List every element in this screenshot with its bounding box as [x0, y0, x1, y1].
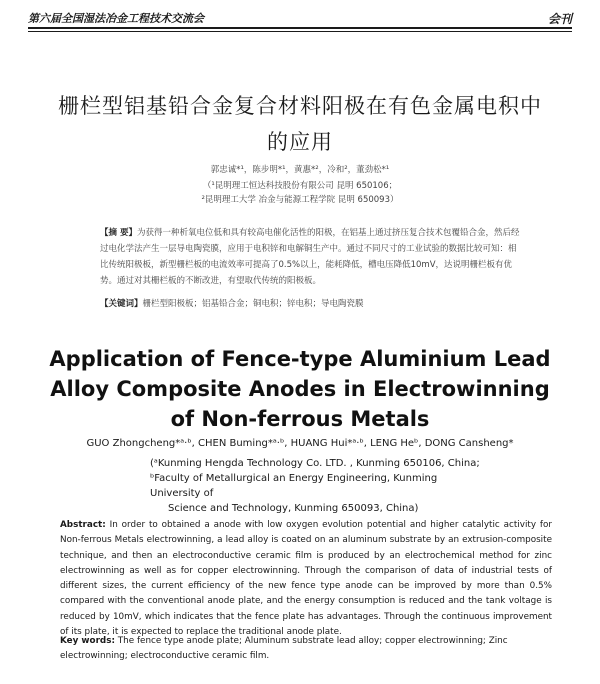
header-rule-thin	[28, 31, 572, 32]
cn-keywords-text: 栅栏型阳极板；铝基铅合金；铜电积；锌电积；导电陶瓷膜	[142, 299, 364, 309]
en-keywords-text: The fence type anode plate; Aluminum substrate lead alloy; copper electrowinning; Zinc electrowinning; electroconductive ceramic film.	[60, 636, 508, 662]
en-keywords	[60, 634, 552, 665]
en-title-line-3: of Non-ferrous Metals	[170, 407, 430, 431]
en-affiliation-line-1: (ᵃKunming Hengda Technology Co. LTD. , Kunming 650106, China;	[150, 458, 480, 469]
cn-affiliation-1: （¹昆明理工恒达科技股份有限公司 昆明 650106；	[202, 181, 398, 191]
en-title-line-1: Application of Fence-type Aluminium Lead	[49, 347, 551, 371]
en-abstract-text: In order to obtained a anode with low oxygen evolution potential and higher catalytic activity for Non-ferrous Metals electrowinning, a lead alloy is coated on an aluminum substrate by an extrusion-composite technique, and then an electroconductive ceramic film is produced by an electrochemical method for zinc electrowinning as well as for copper electrowinning. Through the comparison of data of industrial tests of different sizes, the current efficiency of the new fence type anode can be improved by more than 0.5% compared with the conventional anode plate, and the energy consumption is reduced and the tank voltage is reduced by 10mV, which indicates that the fence plate has advantages. Through the continuous improvement of its plate, it is expected to replace the traditional anode plate.	[60, 520, 552, 638]
en-affiliation-line-2: ᵇFaculty of Metallurgical an Energy Engineering, Kunming University of	[150, 473, 438, 499]
en-affiliation-line-3: Science and Technology, Kunming 650093, China)	[168, 503, 419, 514]
cn-affiliation-2: ²昆明理工大学 冶金与能源工程学院 昆明 650093）	[201, 195, 399, 205]
en-abstract	[60, 518, 552, 640]
cn-abstract-text: 为获得一种析氧电位低和具有较高电催化活性的阳极，在铝基上通过挤压复合技术包覆铅合金，然后经过电化学法产生一层导电陶瓷膜，应用于电积锌和电解铜生产中。通过不同尺寸的工业试验的数据比较可知：相比传统阳极板，新型栅栏板的电流效率可提高了0.5%以上，能耗降低，槽电压降低10mV，达说明栅栏板有优势。通过对其栅栏板的不断改进，有望取代传统的阳极板。	[100, 228, 520, 286]
header-rule-thick	[28, 27, 572, 29]
cn-authors: 郭忠诚*¹，陈步明*¹，黄惠*²，冷和²，董劲松*¹	[210, 165, 390, 175]
en-abstract-label: Abstract:	[60, 520, 106, 530]
cn-title-line-1: 栅栏型铝基铅合金复合材料阳极在有色金属电积中	[58, 94, 542, 118]
cn-abstract-label: 【摘 要】	[100, 228, 137, 238]
en-authors: GUO Zhongcheng*ᵃ·ᵇ, CHEN Buming*ᵃ·ᵇ, HUANG Hui*ᵃ·ᵇ, LENG Heᵇ, DONG Cansheng*	[86, 438, 514, 449]
en-keywords-label: Key words:	[60, 636, 115, 646]
cn-title-line-2: 的应用	[267, 130, 333, 154]
en-title-line-2: Alloy Composite Anodes in Electrowinning	[50, 377, 550, 401]
cn-abstract	[100, 225, 520, 289]
running-header	[28, 10, 572, 28]
publication-label: 会刊	[547, 12, 572, 26]
cn-keywords	[100, 296, 520, 312]
cn-keywords-label: 【关键词】	[100, 299, 143, 309]
en-affiliations	[150, 456, 480, 516]
conference-name: 第六届全国湿法冶金工程技术交流会	[28, 12, 204, 25]
